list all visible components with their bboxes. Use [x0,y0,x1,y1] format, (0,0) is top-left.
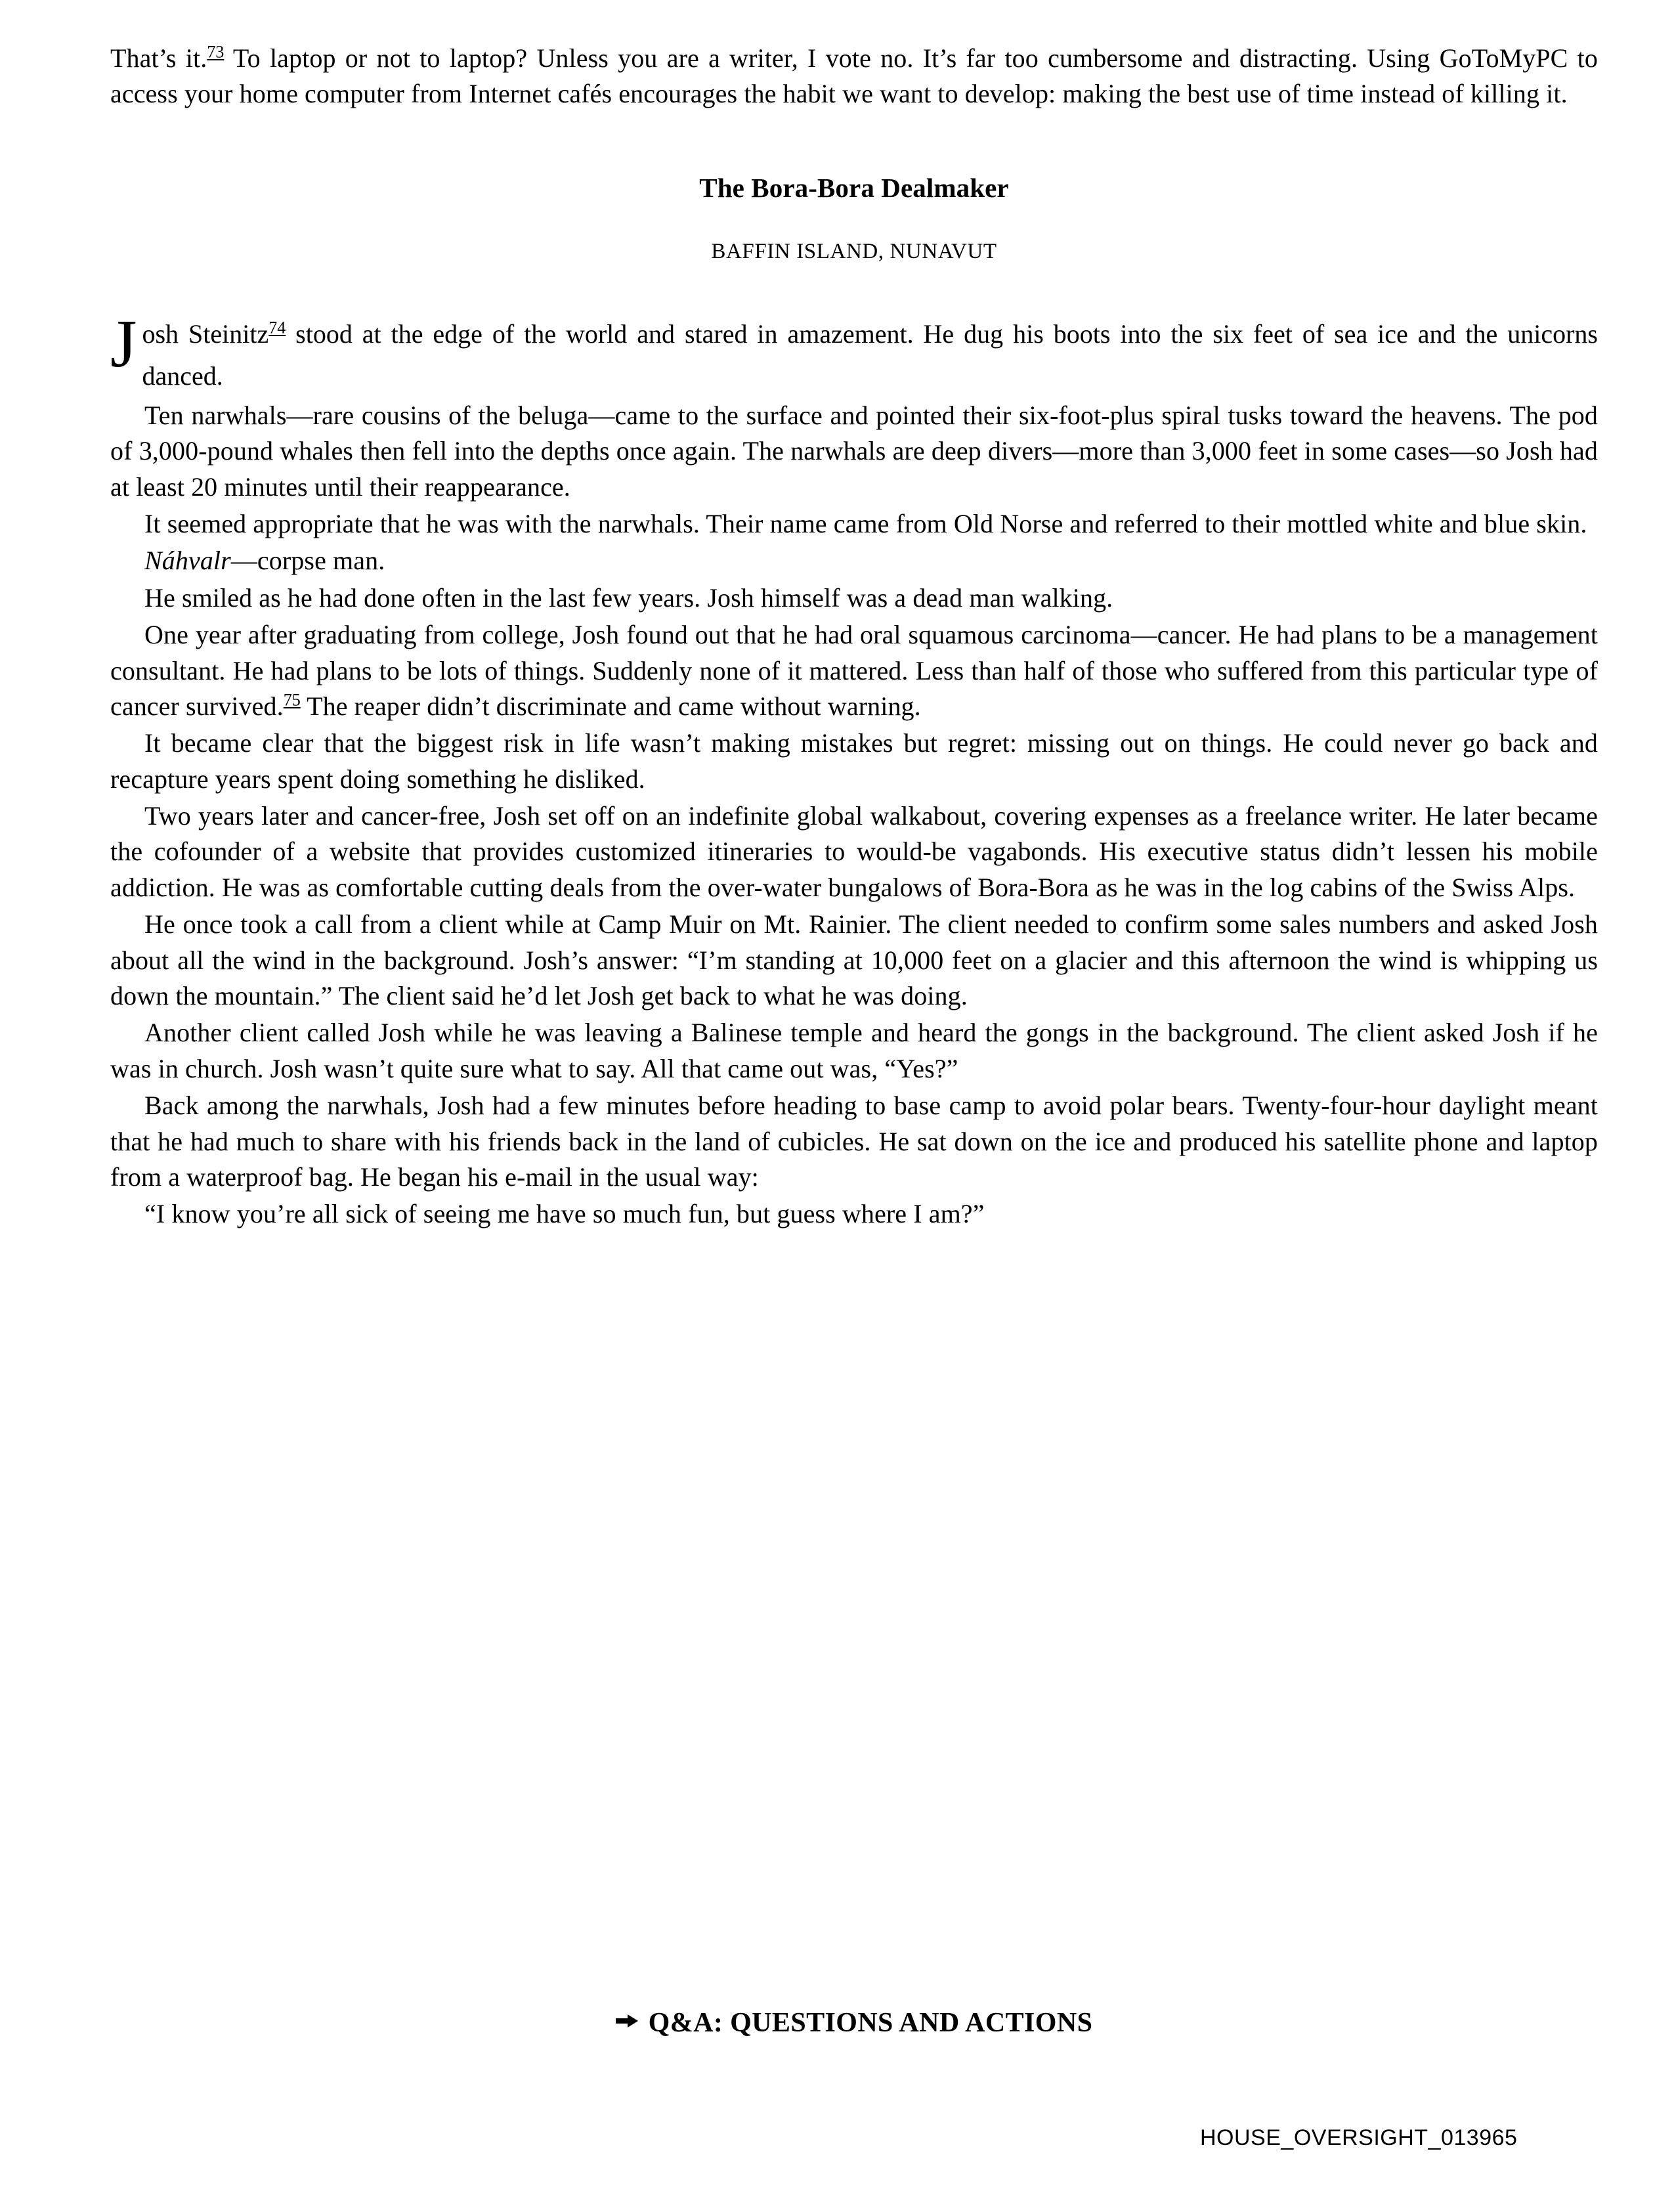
paragraph-quote: “I know you’re all sick of seeing me have so much fun, but guess where I am?” [144,1199,985,1229]
opening-paragraph-pre: That’s it. [110,43,207,73]
opening-paragraph [110,41,1598,112]
bates-stamp: HOUSE_OVERSIGHT_013965 [1200,2125,1518,2150]
opening-body-paragraph [110,306,1598,396]
paragraph: It became clear that the biggest risk in life wasn’t making mistakes but regret: missing out on things. He could never go back and recapture years spent doing something he disliked. [110,728,1598,794]
arrow-right-icon [616,2014,638,2028]
page-content [110,41,1598,2038]
italic-line-rest: —corpse man. [230,546,385,576]
qa-section-heading [110,2007,1598,2039]
cancer-paragraph-pre: One year after graduating from college, Josh found out that he had oral squamous carcinoma—cancer. He had plans to be a management consultant. He had plans to be lots of things. Suddenly none of it mattered. Less than half of those who suffered from this particular type of cancer survived. [110,620,1598,721]
paragraph: Two years later and cancer-free, Josh set off on an indefinite global walkabout, covering expenses as a freelance writer. He later became the cofounder of a website that provides customized itineraries to would-be vagabonds. His executive status didn’t lessen his mobile addiction. He was as comfortable cutting deals from the over-water bungalows of Bora-Bora as he was in the log cabins of the Swiss Alps. [110,801,1598,902]
dropcap-paragraph-pre: osh Steinitz [142,319,269,349]
opening-paragraph-post: To laptop or not to laptop? Unless you are a writer, I vote no. It’s far too cumbersome and distracting. Using GoToMyPC to access your home computer from Internet cafés encourages the habit we want to develop: making the best use of time instead of killing it. [110,43,1598,109]
qa-heading-text: Q&A: QUESTIONS AND ACTIONS [648,2008,1093,2038]
paragraph: He smiled as he had done often in the last few years. Josh himself was a dead man walking. [144,582,1113,613]
section-location: BAFFIN ISLAND, NUNAVUT [711,239,997,263]
paragraph: Another client called Josh while he was leaving a Balinese temple and heard the gongs in the background. The client asked Josh if he was in church. Josh wasn’t quite sure what to say. All that came out was, “Yes?” [110,1018,1598,1083]
italic-word: Náhvalr [144,546,231,576]
drop-cap: J [110,306,137,382]
paragraph-italic-term [110,543,1598,578]
paragraph: Ten narwhals—rare cousins of the beluga—came to the surface and pointed their six-foot-plus spiral tusks toward the heavens. The pod of 3,000-pound whales then fell into the depths once again. The narwhals are deep divers—more than 3,000 feet in some cases—so Josh had at least 20 minutes until their reappearance. [110,400,1598,502]
paragraph: It seemed appropriate that he was with the narwhals. Their name came from Old Norse and referred to their mottled white and blue skin. [144,508,1587,538]
paragraph-cancer [110,617,1598,724]
section-title: The Bora-Bora Dealmaker [699,172,1009,203]
section-heading-block [110,170,1598,267]
body-paragraphs-top [110,398,1598,1232]
footnote-marker-75[interactable]: 75 [283,690,301,710]
footnote-marker-74[interactable]: 74 [268,318,286,338]
footnote-marker-73[interactable]: 73 [207,42,225,62]
qa-heading-inner [616,2007,1093,2039]
dropcap-paragraph-post: stood at the edge of the world and stared in amazement. He dug his boots into the six feet of sea ice and the unicorns danced. [142,319,1598,391]
cancer-paragraph-post: The reaper didn’t discriminate and came without warning. [300,691,921,721]
paragraph: Back among the narwhals, Josh had a few minutes before heading to base camp to avoid polar bears. Twenty-four-hour daylight meant that he had much to share with his friends back in the land of cubicles. He sat down on the ice and produced his satellite phone and laptop from a waterproof bag. He began his e-mail in the usual way: [110,1091,1598,1192]
paragraph: He once took a call from a client while at Camp Muir on Mt. Rainier. The client needed to confirm some sales numbers and asked Josh about all the wind in the background. Josh’s answer: “I’m standing at 10,000 feet on a glacier and this afternoon the wind is whipping us down the mountain.” The client said he’d let Josh get back to what he was doing. [110,909,1598,1011]
